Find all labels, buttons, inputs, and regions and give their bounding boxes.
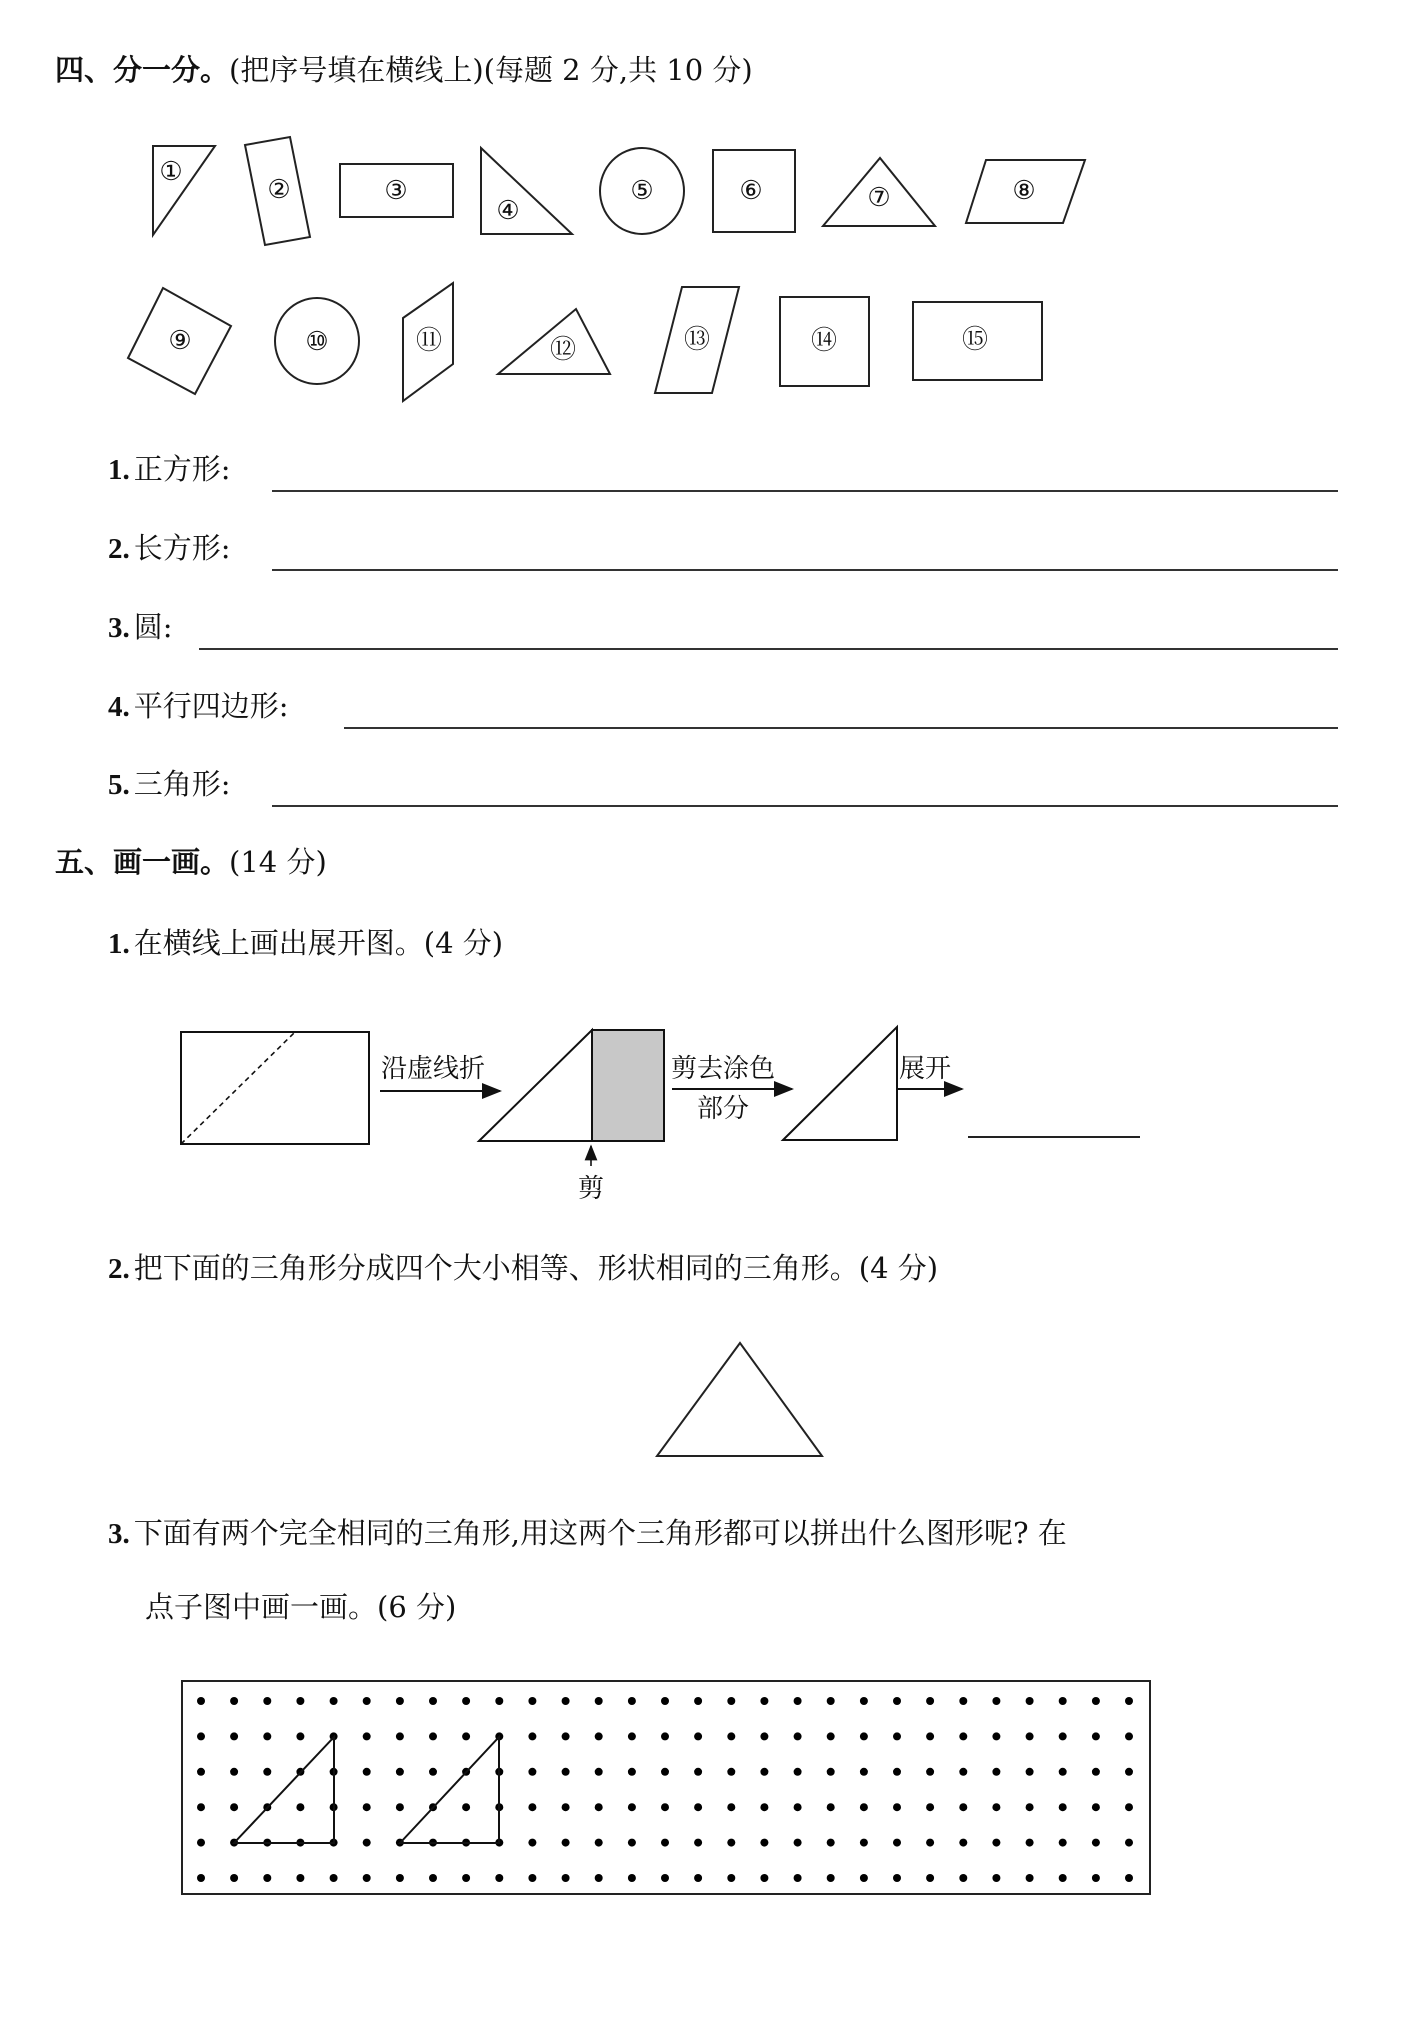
- grid-dot[interactable]: [495, 1697, 503, 1705]
- grid-dot[interactable]: [429, 1697, 437, 1705]
- grid-dot[interactable]: [760, 1803, 768, 1811]
- grid-dot[interactable]: [860, 1874, 868, 1882]
- shape-4-label: ④: [496, 196, 520, 226]
- grid-dot[interactable]: [396, 1768, 404, 1776]
- shape-15-label: ⑮: [961, 325, 989, 355]
- shape-7-label: ⑦: [867, 183, 891, 213]
- grid-dot[interactable]: [794, 1874, 802, 1882]
- shape-6-label: ⑥: [739, 176, 763, 206]
- grid-dot[interactable]: [992, 1803, 1000, 1811]
- grid-dot[interactable]: [860, 1839, 868, 1847]
- grid-dot[interactable]: [893, 1697, 901, 1705]
- grid-dot[interactable]: [1092, 1768, 1100, 1776]
- grid-dot[interactable]: [1125, 1839, 1133, 1847]
- grid-dot[interactable]: [1059, 1803, 1067, 1811]
- shape-9-label: ⑨: [168, 326, 192, 356]
- grid-dot[interactable]: [926, 1874, 934, 1882]
- shape-1-label: ①: [159, 157, 183, 187]
- grid-dot[interactable]: [363, 1732, 371, 1740]
- given-triangle-1: [234, 1737, 334, 1843]
- grid-dot[interactable]: [230, 1768, 238, 1776]
- grid-dot[interactable]: [230, 1697, 238, 1705]
- grid-dot[interactable]: [363, 1803, 371, 1811]
- grid-dot[interactable]: [1092, 1874, 1100, 1882]
- grid-dot[interactable]: [363, 1839, 371, 1847]
- grid-dot[interactable]: [263, 1697, 271, 1705]
- grid-dot[interactable]: [462, 1732, 470, 1740]
- grid-dot[interactable]: [429, 1874, 437, 1882]
- grid-dot[interactable]: [794, 1697, 802, 1705]
- grid-dot[interactable]: [760, 1874, 768, 1882]
- shape-10-label: ⑩: [305, 327, 329, 357]
- grid-dot[interactable]: [959, 1697, 967, 1705]
- grid-dot[interactable]: [495, 1874, 503, 1882]
- grid-dot[interactable]: [992, 1839, 1000, 1847]
- grid-dot[interactable]: [959, 1874, 967, 1882]
- grid-dot[interactable]: [628, 1874, 636, 1882]
- grid-dot[interactable]: [661, 1839, 669, 1847]
- grid-dot[interactable]: [628, 1732, 636, 1740]
- grid-dot[interactable]: [296, 1697, 304, 1705]
- grid-dot[interactable]: [1059, 1874, 1067, 1882]
- grid-dot[interactable]: [661, 1803, 669, 1811]
- grid-dot[interactable]: [760, 1732, 768, 1740]
- grid-dot[interactable]: [1092, 1803, 1100, 1811]
- grid-dot[interactable]: [462, 1803, 470, 1811]
- grid-dot[interactable]: [893, 1874, 901, 1882]
- grid-dot[interactable]: [628, 1697, 636, 1705]
- grid-dot[interactable]: [959, 1768, 967, 1776]
- grid-dot[interactable]: [363, 1697, 371, 1705]
- grid-dot[interactable]: [827, 1732, 835, 1740]
- cut-label: 剪: [578, 1174, 605, 1204]
- grid-dot[interactable]: [694, 1697, 702, 1705]
- question-1-number: 1.: [108, 454, 130, 486]
- grid-dot[interactable]: [694, 1768, 702, 1776]
- grid-dot[interactable]: [1092, 1732, 1100, 1740]
- grid-dot[interactable]: [396, 1803, 404, 1811]
- grid-dot[interactable]: [462, 1697, 470, 1705]
- grid-dot[interactable]: [1026, 1768, 1034, 1776]
- question-2-number: 2.: [108, 533, 130, 565]
- draw-question-1-number: 1.: [108, 928, 130, 960]
- question-5-label: 三角形:: [133, 767, 231, 801]
- grid-dot[interactable]: [595, 1732, 603, 1740]
- grid-dot[interactable]: [230, 1874, 238, 1882]
- shape-2-label: ②: [267, 175, 291, 205]
- draw-question-3-text-line2: 点子图中画一画。(6 分): [145, 1590, 457, 1624]
- grid-dot[interactable]: [860, 1732, 868, 1740]
- grid-dot[interactable]: [1125, 1768, 1133, 1776]
- grid-dot[interactable]: [1026, 1803, 1034, 1811]
- grid-dot[interactable]: [396, 1874, 404, 1882]
- shape-3-label: ③: [384, 176, 408, 206]
- grid-dot[interactable]: [760, 1768, 768, 1776]
- grid-dot[interactable]: [296, 1874, 304, 1882]
- grid-dot[interactable]: [528, 1697, 536, 1705]
- grid-dot[interactable]: [1059, 1768, 1067, 1776]
- dot-grid[interactable]: [197, 1697, 1133, 1882]
- grid-dot[interactable]: [595, 1768, 603, 1776]
- grid-dot[interactable]: [860, 1803, 868, 1811]
- draw-question-2-number: 2.: [108, 1253, 130, 1285]
- grid-dot[interactable]: [694, 1732, 702, 1740]
- grid-dot[interactable]: [396, 1697, 404, 1705]
- grid-dot[interactable]: [197, 1803, 205, 1811]
- dot-grid-frame: [182, 1681, 1150, 1894]
- grid-dot[interactable]: [396, 1732, 404, 1740]
- grid-dot[interactable]: [694, 1839, 702, 1847]
- grid-dot[interactable]: [727, 1803, 735, 1811]
- grid-dot[interactable]: [926, 1732, 934, 1740]
- grid-dot[interactable]: [661, 1732, 669, 1740]
- question-3-number: 3.: [108, 612, 130, 644]
- grid-dot[interactable]: [562, 1803, 570, 1811]
- draw-question-3-text-line1: 下面有两个完全相同的三角形,用这两个三角形都可以拼出什么图形呢? 在: [133, 1516, 1067, 1550]
- grid-dot[interactable]: [827, 1697, 835, 1705]
- grid-dot[interactable]: [1059, 1697, 1067, 1705]
- section-5-note: (14 分): [229, 845, 327, 879]
- grid-dot[interactable]: [860, 1697, 868, 1705]
- grid-dot[interactable]: [595, 1803, 603, 1811]
- grid-dot[interactable]: [661, 1697, 669, 1705]
- grid-dot[interactable]: [562, 1697, 570, 1705]
- grid-dot[interactable]: [926, 1697, 934, 1705]
- grid-dot[interactable]: [562, 1768, 570, 1776]
- grid-dot[interactable]: [528, 1803, 536, 1811]
- step-fold-label: 沿虚线折: [381, 1054, 486, 1084]
- grid-dot[interactable]: [727, 1874, 735, 1882]
- grid-dot[interactable]: [1026, 1874, 1034, 1882]
- grid-dot[interactable]: [197, 1768, 205, 1776]
- grid-dot[interactable]: [794, 1768, 802, 1776]
- draw-question-3-number: 3.: [108, 1518, 130, 1550]
- grid-dot[interactable]: [893, 1768, 901, 1776]
- grid-dot[interactable]: [893, 1839, 901, 1847]
- shape-13-label: ⑬: [683, 325, 711, 355]
- grid-dot[interactable]: [760, 1697, 768, 1705]
- grid-dot[interactable]: [628, 1803, 636, 1811]
- grid-dot[interactable]: [926, 1803, 934, 1811]
- shape-11-label: ⑪: [415, 326, 443, 356]
- grid-dot[interactable]: [230, 1803, 238, 1811]
- grid-dot[interactable]: [827, 1768, 835, 1776]
- grid-dot[interactable]: [296, 1803, 304, 1811]
- draw-question-2-text: 把下面的三角形分成四个大小相等、形状相同的三角形。(4 分): [133, 1251, 939, 1285]
- grid-dot[interactable]: [727, 1839, 735, 1847]
- grid-dot[interactable]: [330, 1874, 338, 1882]
- grid-dot[interactable]: [794, 1732, 802, 1740]
- grid-dot[interactable]: [197, 1732, 205, 1740]
- grid-dot[interactable]: [230, 1732, 238, 1740]
- grid-dot[interactable]: [661, 1874, 669, 1882]
- step-cut-label-top: 剪去涂色: [671, 1054, 776, 1084]
- grid-dot[interactable]: [296, 1732, 304, 1740]
- grid-dot[interactable]: [926, 1768, 934, 1776]
- grid-dot[interactable]: [1026, 1839, 1034, 1847]
- grid-dot[interactable]: [760, 1839, 768, 1847]
- grid-dot[interactable]: [827, 1839, 835, 1847]
- grid-dot[interactable]: [197, 1697, 205, 1705]
- grid-dot[interactable]: [727, 1697, 735, 1705]
- grid-dot[interactable]: [1026, 1732, 1034, 1740]
- grid-dot[interactable]: [462, 1874, 470, 1882]
- grid-dot[interactable]: [694, 1874, 702, 1882]
- grid-dot[interactable]: [263, 1874, 271, 1882]
- grid-dot[interactable]: [1125, 1803, 1133, 1811]
- section-4-title: 四、分一分。: [55, 53, 230, 87]
- grid-dot[interactable]: [661, 1768, 669, 1776]
- draw-question-1-text: 在横线上画出展开图。(4 分): [133, 926, 504, 960]
- grid-dot[interactable]: [1026, 1697, 1034, 1705]
- grid-dot[interactable]: [528, 1732, 536, 1740]
- grid-dot[interactable]: [562, 1839, 570, 1847]
- grid-dot[interactable]: [727, 1732, 735, 1740]
- grid-dot[interactable]: [595, 1874, 603, 1882]
- grid-dot[interactable]: [860, 1768, 868, 1776]
- grid-dot[interactable]: [528, 1874, 536, 1882]
- grid-dot[interactable]: [562, 1874, 570, 1882]
- section-5-title: 五、画一画。: [55, 845, 230, 879]
- grid-dot[interactable]: [992, 1874, 1000, 1882]
- grid-dot[interactable]: [992, 1697, 1000, 1705]
- grid-dot[interactable]: [959, 1839, 967, 1847]
- shape-12-label: ⑫: [549, 335, 577, 365]
- grid-dot[interactable]: [794, 1839, 802, 1847]
- grid-dot[interactable]: [694, 1803, 702, 1811]
- grid-dot[interactable]: [429, 1768, 437, 1776]
- grid-dot[interactable]: [1059, 1839, 1067, 1847]
- grid-dot[interactable]: [429, 1732, 437, 1740]
- grid-dot[interactable]: [595, 1697, 603, 1705]
- grid-dot[interactable]: [992, 1768, 1000, 1776]
- grid-dot[interactable]: [263, 1768, 271, 1776]
- grid-dot[interactable]: [628, 1768, 636, 1776]
- grid-dot[interactable]: [595, 1839, 603, 1847]
- grid-dot[interactable]: [893, 1803, 901, 1811]
- shape-5-label: ⑤: [630, 176, 654, 206]
- grid-dot[interactable]: [562, 1732, 570, 1740]
- grid-dot[interactable]: [528, 1839, 536, 1847]
- grid-dot[interactable]: [893, 1732, 901, 1740]
- grid-dot[interactable]: [628, 1839, 636, 1847]
- section-4-note: (把序号填在横线上)(每题 2 分,共 10 分): [229, 53, 753, 87]
- grid-dot[interactable]: [959, 1803, 967, 1811]
- grid-dot[interactable]: [263, 1732, 271, 1740]
- grid-dot[interactable]: [794, 1803, 802, 1811]
- question-5-number: 5.: [108, 769, 130, 801]
- question-1-label: 正方形:: [133, 452, 231, 486]
- grid-dot[interactable]: [363, 1874, 371, 1882]
- grid-dot[interactable]: [926, 1839, 934, 1847]
- grid-dot[interactable]: [727, 1768, 735, 1776]
- grid-dot[interactable]: [1125, 1697, 1133, 1705]
- question-4-number: 4.: [108, 691, 130, 723]
- step-unfold-label: 展开: [899, 1054, 952, 1084]
- grid-dot[interactable]: [197, 1874, 205, 1882]
- grid-dot[interactable]: [528, 1768, 536, 1776]
- given-triangle-2: [400, 1737, 499, 1843]
- question-3-label: 圆:: [133, 610, 173, 644]
- step-cut-label-bottom: 部分: [697, 1094, 750, 1124]
- grid-dot[interactable]: [197, 1839, 205, 1847]
- grid-dot[interactable]: [827, 1874, 835, 1882]
- grid-dot[interactable]: [827, 1803, 835, 1811]
- grid-dot[interactable]: [992, 1732, 1000, 1740]
- grid-dot[interactable]: [959, 1732, 967, 1740]
- grid-dot[interactable]: [1125, 1874, 1133, 1882]
- grid-dot[interactable]: [1092, 1697, 1100, 1705]
- grid-dot[interactable]: [1059, 1732, 1067, 1740]
- grid-dot[interactable]: [1092, 1839, 1100, 1847]
- question-4-label: 平行四边形:: [133, 689, 289, 723]
- shape-14-label: ⑭: [810, 326, 838, 356]
- grid-dot[interactable]: [330, 1697, 338, 1705]
- question-2-label: 长方形:: [133, 531, 231, 565]
- grid-dot[interactable]: [363, 1768, 371, 1776]
- shape-8-label: ⑧: [1012, 176, 1036, 206]
- grid-dot[interactable]: [1125, 1732, 1133, 1740]
